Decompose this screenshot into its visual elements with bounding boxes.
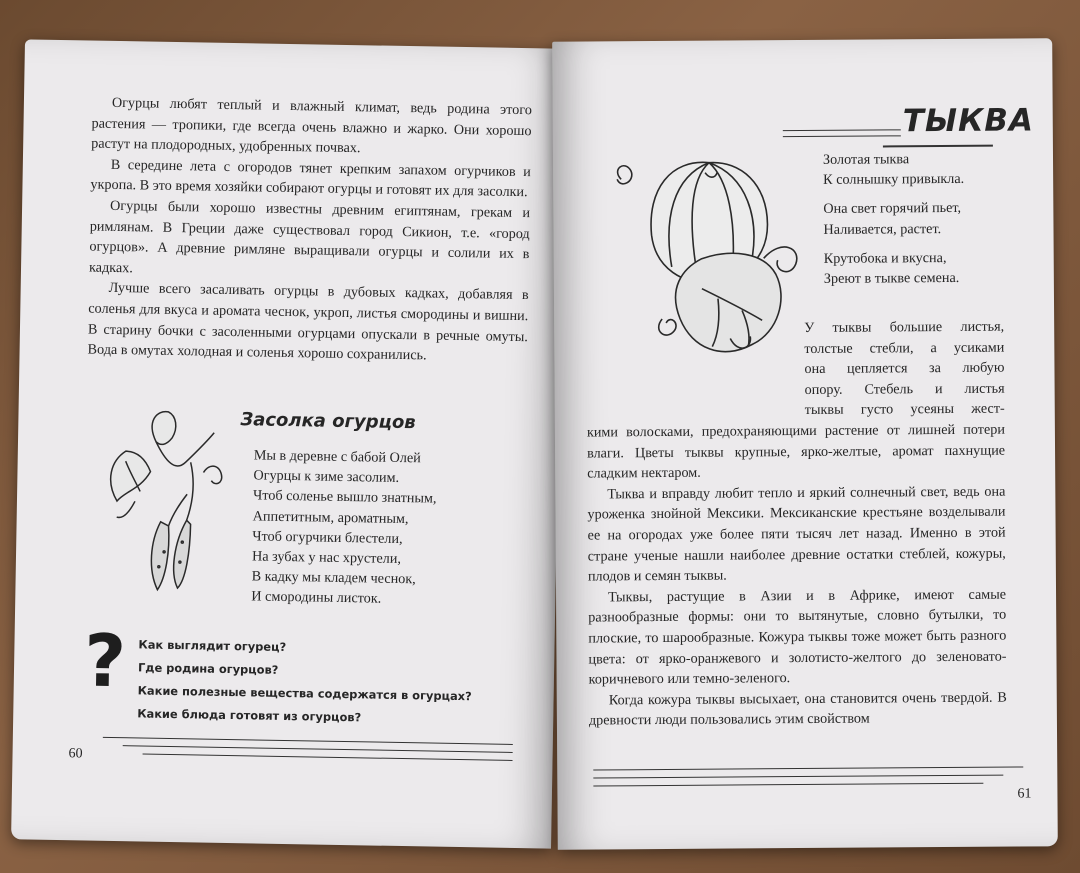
poem-title: Засолка огурцов [240,409,416,434]
poem-stanza [824,248,965,289]
poem-line: Крутобока и вкусна, [823,249,947,267]
wrap-line: тыквы густо усеяны жест- [804,400,1005,419]
question-item: Какие полезные вещества содержатся в огурцах? [137,683,472,704]
poem-line: Наливается, растет. [823,220,942,238]
page-title: ТЫКВА [902,102,1035,140]
right-page [552,38,1058,849]
left-main-text [87,93,532,368]
footer-rule [123,745,513,753]
poem-line: Чтоб соленье вышло знатным, [252,487,437,508]
footer-rule [593,783,983,787]
question-item: Где родина огурцов? [137,660,279,677]
poem-line: Аппетитным, ароматным, [252,508,409,527]
wrap-line: толстые стебли, а усиками [804,339,1005,357]
poem-line: На зубах у нас хрустели, [251,548,402,568]
right-poem [823,149,965,298]
poem-line: Мы в деревне с бабой Олей [253,447,421,467]
right-wrap-text [804,317,1005,421]
poem-stanza [823,149,964,190]
poem-line: В кадку мы кладем чеснок, [251,568,416,588]
left-poem [251,445,437,610]
question-mark-icon: ? [83,618,127,704]
right-paragraph: Когда кожура тыквы высыхает, она становится очень твердой. В древности люди пользовались этим свойством [588,689,1007,729]
question-item: Какие блюда готовят из огурцов? [137,706,362,725]
left-paragraph: Огурцы любят теплый и влажный климат, ведь родина этого растения — тропики, где всегда очень влажно и жарко. Они хорошо растут на плодородных, удобренных почвах. [91,94,533,157]
right-paragraph: Тыква и вправду любит тепло и яркий солнечный свет, ведь она уроженка знойной Мексики. Мексиканские крестьяне возделывали ее на огородах уже более пяти тысяч лет назад. Именно в этой стране ученые нашли наиболее древние остатки стеблей, кожуры, плодов и семян тыквы. [587,483,1006,585]
page-number: 61 [1017,786,1032,802]
poem-stanza [823,198,964,239]
page-number: 60 [68,746,83,762]
wrap-line: она цепляется за любую [804,359,1005,378]
footer-rule [593,766,1023,770]
poem-line: Она свет горячий пьет, [823,200,962,218]
poem-line: Золотая тыква [822,151,910,168]
wrap-line: У тыквы большие листья, [804,318,1005,337]
pumpkin-illustration [591,148,823,370]
poem-line: И смородины листок. [251,588,382,608]
right-paragraph: кими волосками, предохраняющими растение от лишней потери влаги. Цветы тыквы крупные, ярко-желтые, аромат пахнущие сладким нектаром. [586,421,1006,482]
cucumber-illustration [93,401,236,603]
right-main-text [587,420,1007,732]
title-rule [783,135,901,137]
poem-line: Огурцы к зиме засолим. [253,467,400,487]
questions-list [137,633,473,731]
left-page [11,39,565,848]
title-underline [883,145,993,148]
left-paragraph: В середине лета с огородов тянет крепким запахом огурчиков и укропа. В это время хозяйки собирают огурцы и готовят их для засолки. [90,156,531,201]
left-paragraph: Огурцы были хорошо известны древним египтянам, грекам и римлянам. В Греции даже существовал город Сикион, т.е. «город огурцов». А древние римляне выращивали огурцы и солили их в кадках. [88,197,531,277]
title-rule [783,129,901,131]
wrap-line: опору. Стебель и листья [804,380,1005,398]
poem-line: Зреют в тыкве семена. [823,269,960,287]
poem-line: К солнышку привыкла. [823,171,965,189]
right-paragraph: Тыквы, растущие в Азии и в Африке, имеют самые разнообразные формы: они то вытянутые, словно бутылки, то плоские, то шарообразные. Кожура тыквы тоже может быть разного цвета: от ярко-оранжевого и золотисто-желтого до зеленовато-коричневого или темно-зеленого. [588,586,1007,688]
question-item: Как выглядит огурец? [138,637,287,654]
footer-rule [103,737,513,745]
left-paragraph: Лучше всего засаливать огурцы в дубовых кадках, добавляя в соленья для вкуса и аромата чеснок, укроп, листья смородины и вишни. В старину бочки с засоленными огурцами опускали в речные омуты. Вода в омутах холодная и соленья хорошо сохранились. [87,280,529,364]
poem-line: Чтоб огурчики блестели, [252,528,403,547]
footer-rule [143,754,513,762]
footer-rule [593,775,1003,779]
